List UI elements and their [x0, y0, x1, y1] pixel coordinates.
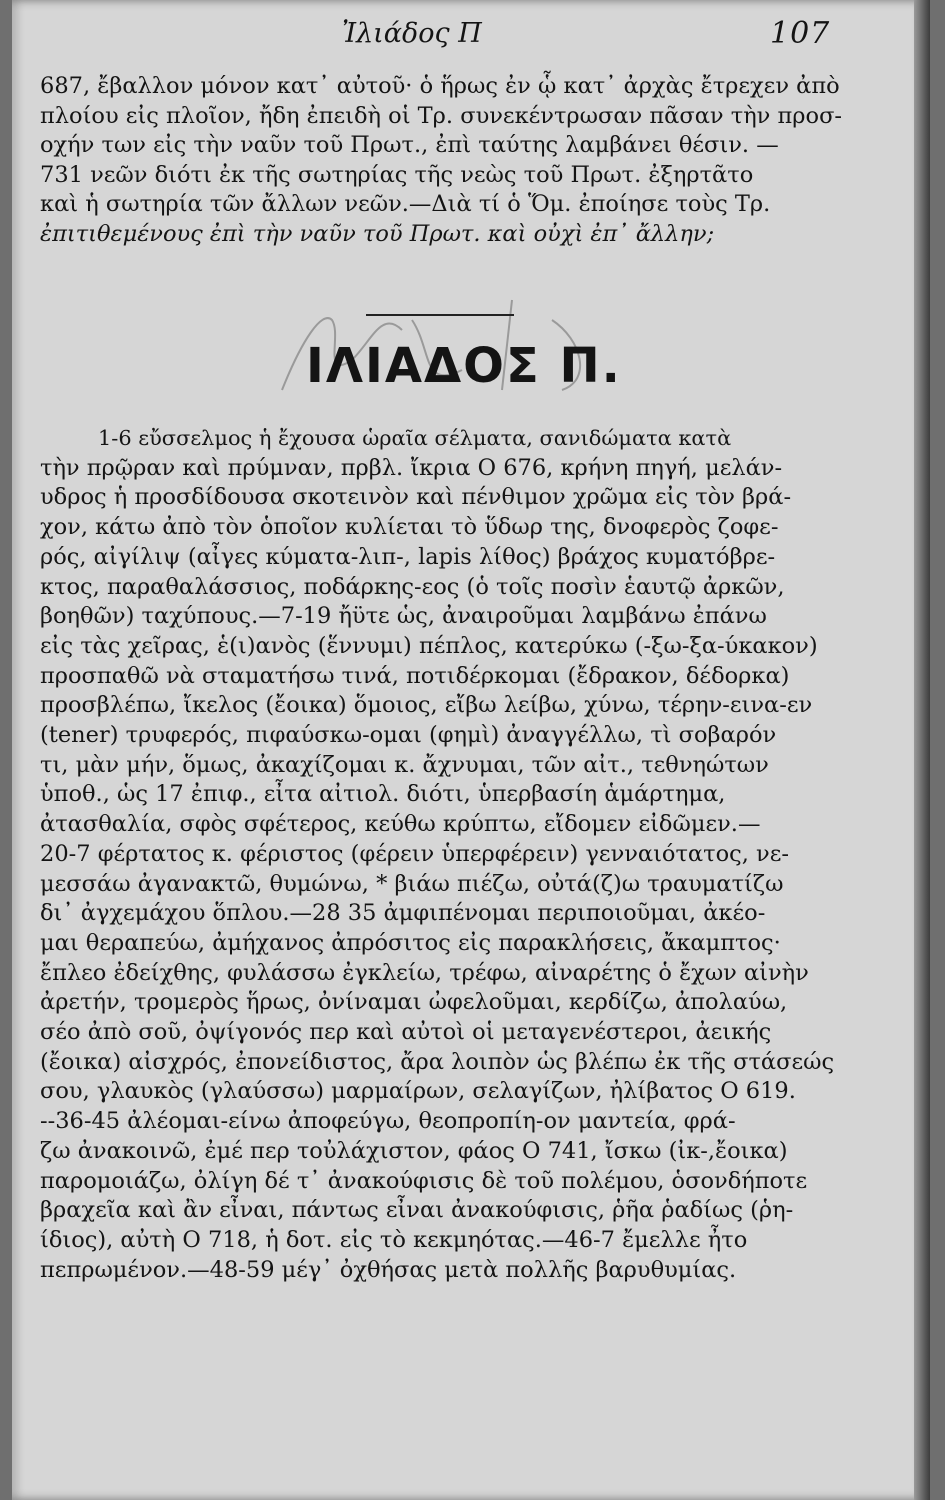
text-line: δι᾽ ἀγχεμάχου ὅπλου.—28 35 ἀμφιπένομαι περιποιοῦμαι, ἀκέο-	[40, 900, 766, 927]
text-line: --36-45 ἀλέομαι-είνω ἀποφεύγω, θεοπροπίη-ον μαντεία, φρά-	[40, 1108, 736, 1135]
text-line: ἐπιτιθεμένους ἐπὶ τὴν ναῦν τοῦ Πρωτ. καὶ οὐχὶ ἐπ᾽ ἄλλην;	[40, 220, 715, 247]
text-line: ίδιος), αὐτὴ Ο 718, ἡ δοτ. εἰς τὸ κεκμηότας.—46-7 ἔμελλε ἦτο	[40, 1226, 748, 1253]
text-line: ἀτασθαλία, σφὸς σφέτερος, κεύθω κρύπτω, εἴδομεν εἰδῶμεν.—	[40, 811, 761, 838]
text-line: πεπρωμένον.—48-59 μέγ᾽ ὀχθήσας μετὰ πολλῆς βαρυθυμίας.	[40, 1256, 737, 1283]
text-line: ὑποθ., ὡς 17 ἐπιφ., εἶτα αἰτιολ. διότι, ὑπερβασίη ἁμάρτημα,	[40, 781, 726, 808]
commentary-body	[40, 424, 858, 1285]
page-edge-shadow	[914, 0, 930, 1500]
text-line: παρομοιάζω, ὀλίγη δέ τ᾽ ἀνακούφισις δὲ τοῦ πολέμου, ὁσονδήποτε	[40, 1167, 808, 1194]
text-line: μαι θεραπεύω, ἀμήχανος ἀπρόσιτος εἰς παρακλήσεις, ἄκαμπτος·	[40, 929, 781, 956]
text-line: χον, κάτω ἀπὸ τὸν ὁποῖον κυλίεται τὸ ὕδωρ της, δνοφερὸς ζοφε-	[40, 514, 779, 541]
text-line: κτος, παραθαλάσσιος, ποδάρκης-εος (ὁ τοῖς ποσὶν ἑαυτῷ ἀρκῶν,	[40, 573, 785, 600]
text-line: πλοίου εἰς πλοῖον, ἤδη ἐπειδὴ οἱ Τρ. συνεκέντρωσαν πᾶσαν τὴν προσ-	[40, 102, 843, 129]
section-heading: ΙΛΙΑΔΟΣ Π.	[306, 338, 622, 394]
text-line: προσπαθῶ νὰ σταματήσω τινά, ποτιδέρκομαι (ἔδρακον, δέδορκα)	[40, 662, 790, 689]
commentary-continuation	[40, 72, 858, 249]
text-line: 687, ἔβαλλον μόνον κατ᾽ αὐτοῦ· ὁ ἥρως ἐν ᾧ κατ᾽ ἀρχὰς ἔτρεχεν ἀπὸ	[40, 73, 840, 99]
header-title: Ἰλιάδος Π	[342, 18, 482, 49]
text-line: σέο ἀπὸ σοῦ, ὀψίγονός περ καὶ αὐτοὶ οἱ μεταγενέστεροι, ἀεικής	[40, 1019, 772, 1046]
text-line: ζω ἀνακοινῶ, ἐμέ περ τοὐλάχιστον, φάος Ο 741, ἴσκω (ἰκ-,ἔοικα)	[40, 1137, 788, 1164]
text-line: τι, μὰν μήν, ὅμως, ἀκαχίζομαι κ. ἄχνυμαι, τῶν αἰτ., τεθνηώτων	[40, 751, 769, 778]
text-line: ἔπλεο ἐδείχθης, φυλάσσω ἐγκλείω, τρέφω, αἰναρέτης ὁ ἔχων αἰνὴν	[40, 959, 809, 986]
text-line: βοηθῶν) ταχύπους.—7-19 ἤϋτε ὡς, ἀναιροῦμαι λαμβάνω ἐπάνω	[40, 603, 767, 630]
text-line: καὶ ἡ σωτηρία τῶν ἄλλων νεῶν.—Διὰ τί ὁ Ὅμ. ἐποίησε τοὺς Τρ.	[40, 191, 771, 217]
text-line: (ἔοικα) αἰσχρός, ἐπονείδιστος, ἄρα λοιπὸν ὡς βλέπω ἐκ τῆς στάσεώς	[40, 1048, 835, 1075]
text-line: βραχεῖα καὶ ἂν εἶναι, πάντως εἶναι ἀνακούφισις, ῥῆα ῥαδίως (ῥη-	[40, 1197, 794, 1224]
book-page	[12, 0, 930, 1500]
text-line: σου, γλαυκὸς (γλαύσσω) μαρμαίρων, σελαγίζων, ἠλίβατος Ο 619.	[40, 1078, 796, 1105]
section-divider	[366, 314, 514, 316]
text-line: (tener) τρυφερός, πιφαύσκω-ομαι (φημὶ) ἀναγγέλλω, τὶ σοβαρόν	[40, 722, 777, 749]
text-line: 20-7 φέρτατος κ. φέριστος (φέρειν ὑπερφέρειν) γενναιότατος, νε-	[40, 840, 789, 867]
page-number: 107	[770, 16, 831, 51]
text-line: εἰς τὰς χεῖρας, ἑ(ι)ανὸς (ἕννυμι) πέπλος, κατερύκω (-ξω-ξα-ύκακον)	[40, 632, 818, 659]
text-line: ρός, αἰγίλιψ (αἶγες κύματα-λιπ-, lapis λίθος) βράχος κυματόβρε-	[40, 543, 776, 570]
text-line: οχήν των εἰς τὴν ναῦν τοῦ Πρωτ., ἐπὶ ταύτης λαμβάνει θέσιν. —	[40, 132, 779, 158]
text-line: τὴν πρῷραν καὶ πρύμναν, πρβλ. ἴκρια Ο 676, κρήνη πηγή, μελάν-	[40, 454, 783, 481]
running-header	[12, 14, 930, 54]
text-line: προσβλέπω, ἴκελος (ἔοικα) ὅμοιος, εἴβω λείβω, χύνω, τέρην-εινα-εν	[40, 692, 813, 719]
text-line: μεσσάω ἀγανακτῶ, θυμώνω, * βιάω πιέζω, οὐτά(ζ)ω τραυματίζω	[40, 870, 784, 897]
text-line: ἀρετήν, τρομερὸς ἥρως, ὀνίναμαι ὠφελοῦμαι, κερδίζω, ἀπολαύω,	[40, 989, 788, 1016]
text-line: 1-6 εὔσσελμος ἡ ἔχουσα ὡραῖα σέλματα, σανιδώματα κατὰ	[98, 426, 732, 450]
text-line: 731 νεῶν διότι ἐκ τῆς σωτηρίας τῆς νεὼς τοῦ Πρωτ. ἐξηρτᾶτο	[40, 161, 754, 188]
text-line: υδρος ἡ προσδίδουσα σκοτεινὸν καὶ πένθιμον χρῶμα εἰς τὸν βρά-	[40, 484, 792, 511]
